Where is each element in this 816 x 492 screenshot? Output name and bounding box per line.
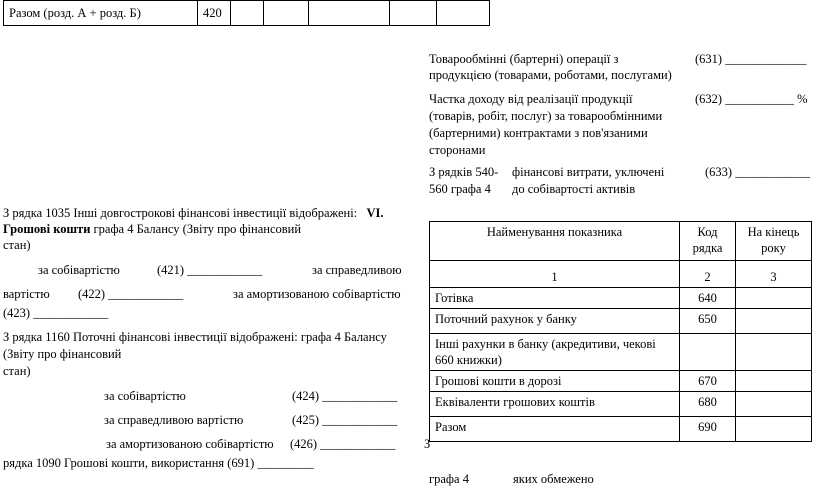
- row-value: [736, 417, 812, 442]
- lt-invest-line-2: [3, 221, 301, 237]
- colnum-3: 3: [736, 261, 812, 288]
- share-line-2: (товарів, робіт, послуг) за товарообмінними: [429, 109, 663, 123]
- row-code: 690: [680, 417, 736, 442]
- bottom-column-note: графа 4: [429, 472, 469, 486]
- lt-invest-line-1-text: З рядка 1035 Інші довгострокові фінансові інвестиції відображені:: [3, 206, 358, 220]
- lt-fair-label: за справедливою: [312, 263, 402, 277]
- table-row: [430, 417, 812, 442]
- table-row: [430, 309, 812, 334]
- summary-cell-empty: [437, 1, 490, 26]
- row-name-total: Разом: [430, 417, 680, 442]
- code-426: (426) ____________: [290, 437, 396, 451]
- code-421: (421) ____________: [157, 263, 263, 277]
- costs-left-1: З рядків 540-: [429, 165, 499, 179]
- colnum-2: 2: [680, 261, 736, 288]
- row-name-equivalents: Еквіваленти грошових коштів: [430, 392, 680, 417]
- share-line-3: (бартерними) контрактами з пов'язаними: [429, 126, 648, 140]
- code-425: (425) ____________: [292, 413, 398, 427]
- cash-table: [429, 221, 812, 442]
- row-code: 680: [680, 392, 736, 417]
- cur-amort-label: за амортизованою собівартістю: [106, 437, 274, 451]
- colnum-1: 1: [430, 261, 680, 288]
- summary-cell-empty: [309, 1, 390, 26]
- section-title: Грошові кошти: [3, 222, 91, 236]
- costs-left-2: 560 графа 4: [429, 182, 491, 196]
- row-value: [736, 334, 812, 371]
- table-row: [430, 288, 812, 309]
- table-row: [4, 1, 490, 26]
- costs-mid-1: фінансові витрати, уключені: [512, 165, 665, 179]
- cur-fair-label: за справедливою вартістю: [104, 413, 244, 427]
- row-code: 650: [680, 309, 736, 334]
- row-name-current-account: Поточний рахунок у банку: [430, 309, 680, 334]
- header-code: Код рядка: [680, 222, 736, 261]
- share-line-1: Частка доходу від реалізації продукції: [429, 92, 633, 106]
- cash-use-line: рядка 1090 Грошові кошти, використання (691) _________: [3, 456, 314, 470]
- summary-row-table: [3, 0, 490, 26]
- share-code: (632) ___________ %: [695, 92, 808, 106]
- table-row: [430, 334, 812, 371]
- row-value: [736, 392, 812, 417]
- summary-cell-empty: [231, 1, 264, 26]
- row-name-cash: Готівка: [430, 288, 680, 309]
- row-code: 670: [680, 371, 736, 392]
- lt-fair-label-2: вартістю: [3, 287, 50, 301]
- row-name-in-transit: Грошові кошти в дорозі: [430, 371, 680, 392]
- cur-invest-line-2: (Звіту про фінансовий: [3, 347, 122, 361]
- table-colnum-row: [430, 261, 812, 288]
- code-424: (424) ____________: [292, 389, 398, 403]
- table-row: [430, 392, 812, 417]
- section-number: VI.: [366, 206, 384, 220]
- lt-invest-line-1: [3, 205, 384, 221]
- summary-label: Разом (розд. А + розд. Б): [4, 1, 198, 26]
- lt-cost-label: за собівартістю: [38, 263, 120, 277]
- code-422: (422) ____________: [78, 287, 184, 301]
- stray-letter: З: [424, 437, 431, 451]
- row-code: 640: [680, 288, 736, 309]
- cur-invest-line-3: стан): [3, 364, 31, 378]
- row-name-other-accounts: Інші рахунки в банку (акредитиви, чекові 660 книжки): [430, 334, 680, 371]
- lt-invest-line-2-text: графа 4 Балансу (Звіту про фінансовий: [90, 222, 302, 236]
- row-code: [680, 334, 736, 371]
- share-line-4: сторонами: [429, 143, 486, 157]
- code-423: (423) ____________: [3, 306, 109, 320]
- header-name: Найменування показника: [430, 222, 680, 261]
- barter-code: (631) _____________: [695, 52, 807, 66]
- costs-mid-2: до собівартості активів: [512, 182, 636, 196]
- lt-invest-line-3: стан): [3, 238, 31, 252]
- summary-cell-empty: [264, 1, 309, 26]
- bottom-restricted-note: яких обмежено: [513, 472, 594, 486]
- summary-cell-empty: [390, 1, 437, 26]
- costs-code: (633) ____________: [705, 165, 811, 179]
- table-row: [430, 371, 812, 392]
- barter-line-2: продукцією (товарами, роботами, послугами): [429, 68, 672, 82]
- cur-invest-line-1: З рядка 1160 Поточні фінансові інвестиції відображені: графа 4 Балансу: [3, 330, 387, 344]
- row-value: [736, 371, 812, 392]
- header-year-end: На кінець року: [736, 222, 812, 261]
- barter-line-1: Товарообмінні (бартерні) операції з: [429, 52, 619, 66]
- cur-cost-label: за собівартістю: [104, 389, 186, 403]
- row-value: [736, 288, 812, 309]
- lt-amort-label: за амортизованою собівартістю: [233, 287, 401, 301]
- table-header-row: [430, 222, 812, 261]
- row-value: [736, 309, 812, 334]
- summary-value: 420: [198, 1, 231, 26]
